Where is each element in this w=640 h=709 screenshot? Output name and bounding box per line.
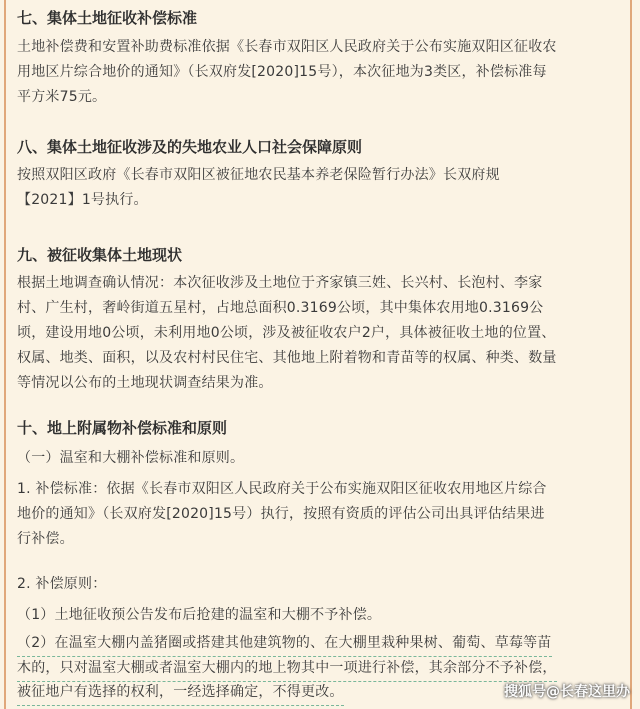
- section7-line-1: 土地补偿费和安置补助费标准依据《长春市双阳区人民政府关于公布实施双阳区征收农: [17, 39, 557, 55]
- section9-line-1: 根据土地调查确认情况：本次征收涉及土地位于齐家镇三姓、长兴村、长泡村、李家: [17, 275, 543, 291]
- section7-line-3: 平方米75元。: [17, 89, 107, 105]
- principle-2-line-3: 被征地户有选择的权利，一经选择确定，不得更改。: [17, 680, 344, 706]
- standard-line-2: 地价的通知》（长双府发[2020]15号）执行，按照有资质的评估公司出具评估结果进: [17, 506, 545, 522]
- section8-line-1: 按照双阳区政府《长春市双阳区被征地农民基本养老保险暂行办法》长双府规: [17, 167, 500, 183]
- section7-line-2: 用地区片综合地价的通知》（长双府发[2020]15号），本次征地为3类区，补偿标准每: [17, 64, 547, 80]
- section9-line-3: 顷，建设用地0公顷，未利用地0公顷，涉及被征收农户2户，具体被征收土地的位置、: [17, 325, 556, 341]
- principle-2-line-2-wrap: [17, 656, 617, 682]
- standard-line-3: 行补偿。: [17, 531, 74, 547]
- section8-heading: 八、集体土地征收涉及的失地农业人口社会保障原则: [17, 138, 363, 156]
- section9-line-5: 等情况以公布的土地现状调查结果为准。: [17, 375, 273, 391]
- principle-2-line-2: 木的，只对温室大棚或者温室大棚内的地上物其中一项进行补偿，其余部分不予补偿，: [17, 656, 557, 682]
- section7-heading: 七、集体土地征收补偿标准: [17, 9, 198, 27]
- section9-line-2: 村、广生村，奢岭街道五星村，占地总面积0.3169公顷，其中集体农用地0.3169公: [17, 300, 544, 316]
- section10-heading: 十、地上附属物补偿标准和原则: [17, 419, 228, 437]
- section9-heading: 九、被征收集体土地现状: [17, 246, 183, 264]
- section8-line-2: 【2021】1号执行。: [17, 192, 148, 208]
- principle-1: （1）土地征收预公告发布后抢建的温室和大棚不予补偿。: [17, 607, 382, 623]
- watermark: 搜狐号@长春这里办: [504, 684, 630, 700]
- principle-2-line-1-wrap: [17, 631, 617, 657]
- section9-line-4: 权属、地类、面积，以及农村村民住宅、其他地上附着物和青苗等的权属、种类、数量: [17, 350, 557, 366]
- principle-2-line-1: （2）在温室大棚内盖猪圈或搭建其他建筑物的、在大棚里栽种果树、葡萄、草莓等苗: [17, 631, 552, 657]
- standard-line-1: 1. 补偿标准：依据《长春市双阳区人民政府关于公布实施双阳区征收农用地区片综合: [17, 481, 547, 497]
- principle-title: 2. 补偿原则：: [17, 576, 107, 592]
- section10-sub1: （一）温室和大棚补偿标准和原则。: [17, 450, 245, 466]
